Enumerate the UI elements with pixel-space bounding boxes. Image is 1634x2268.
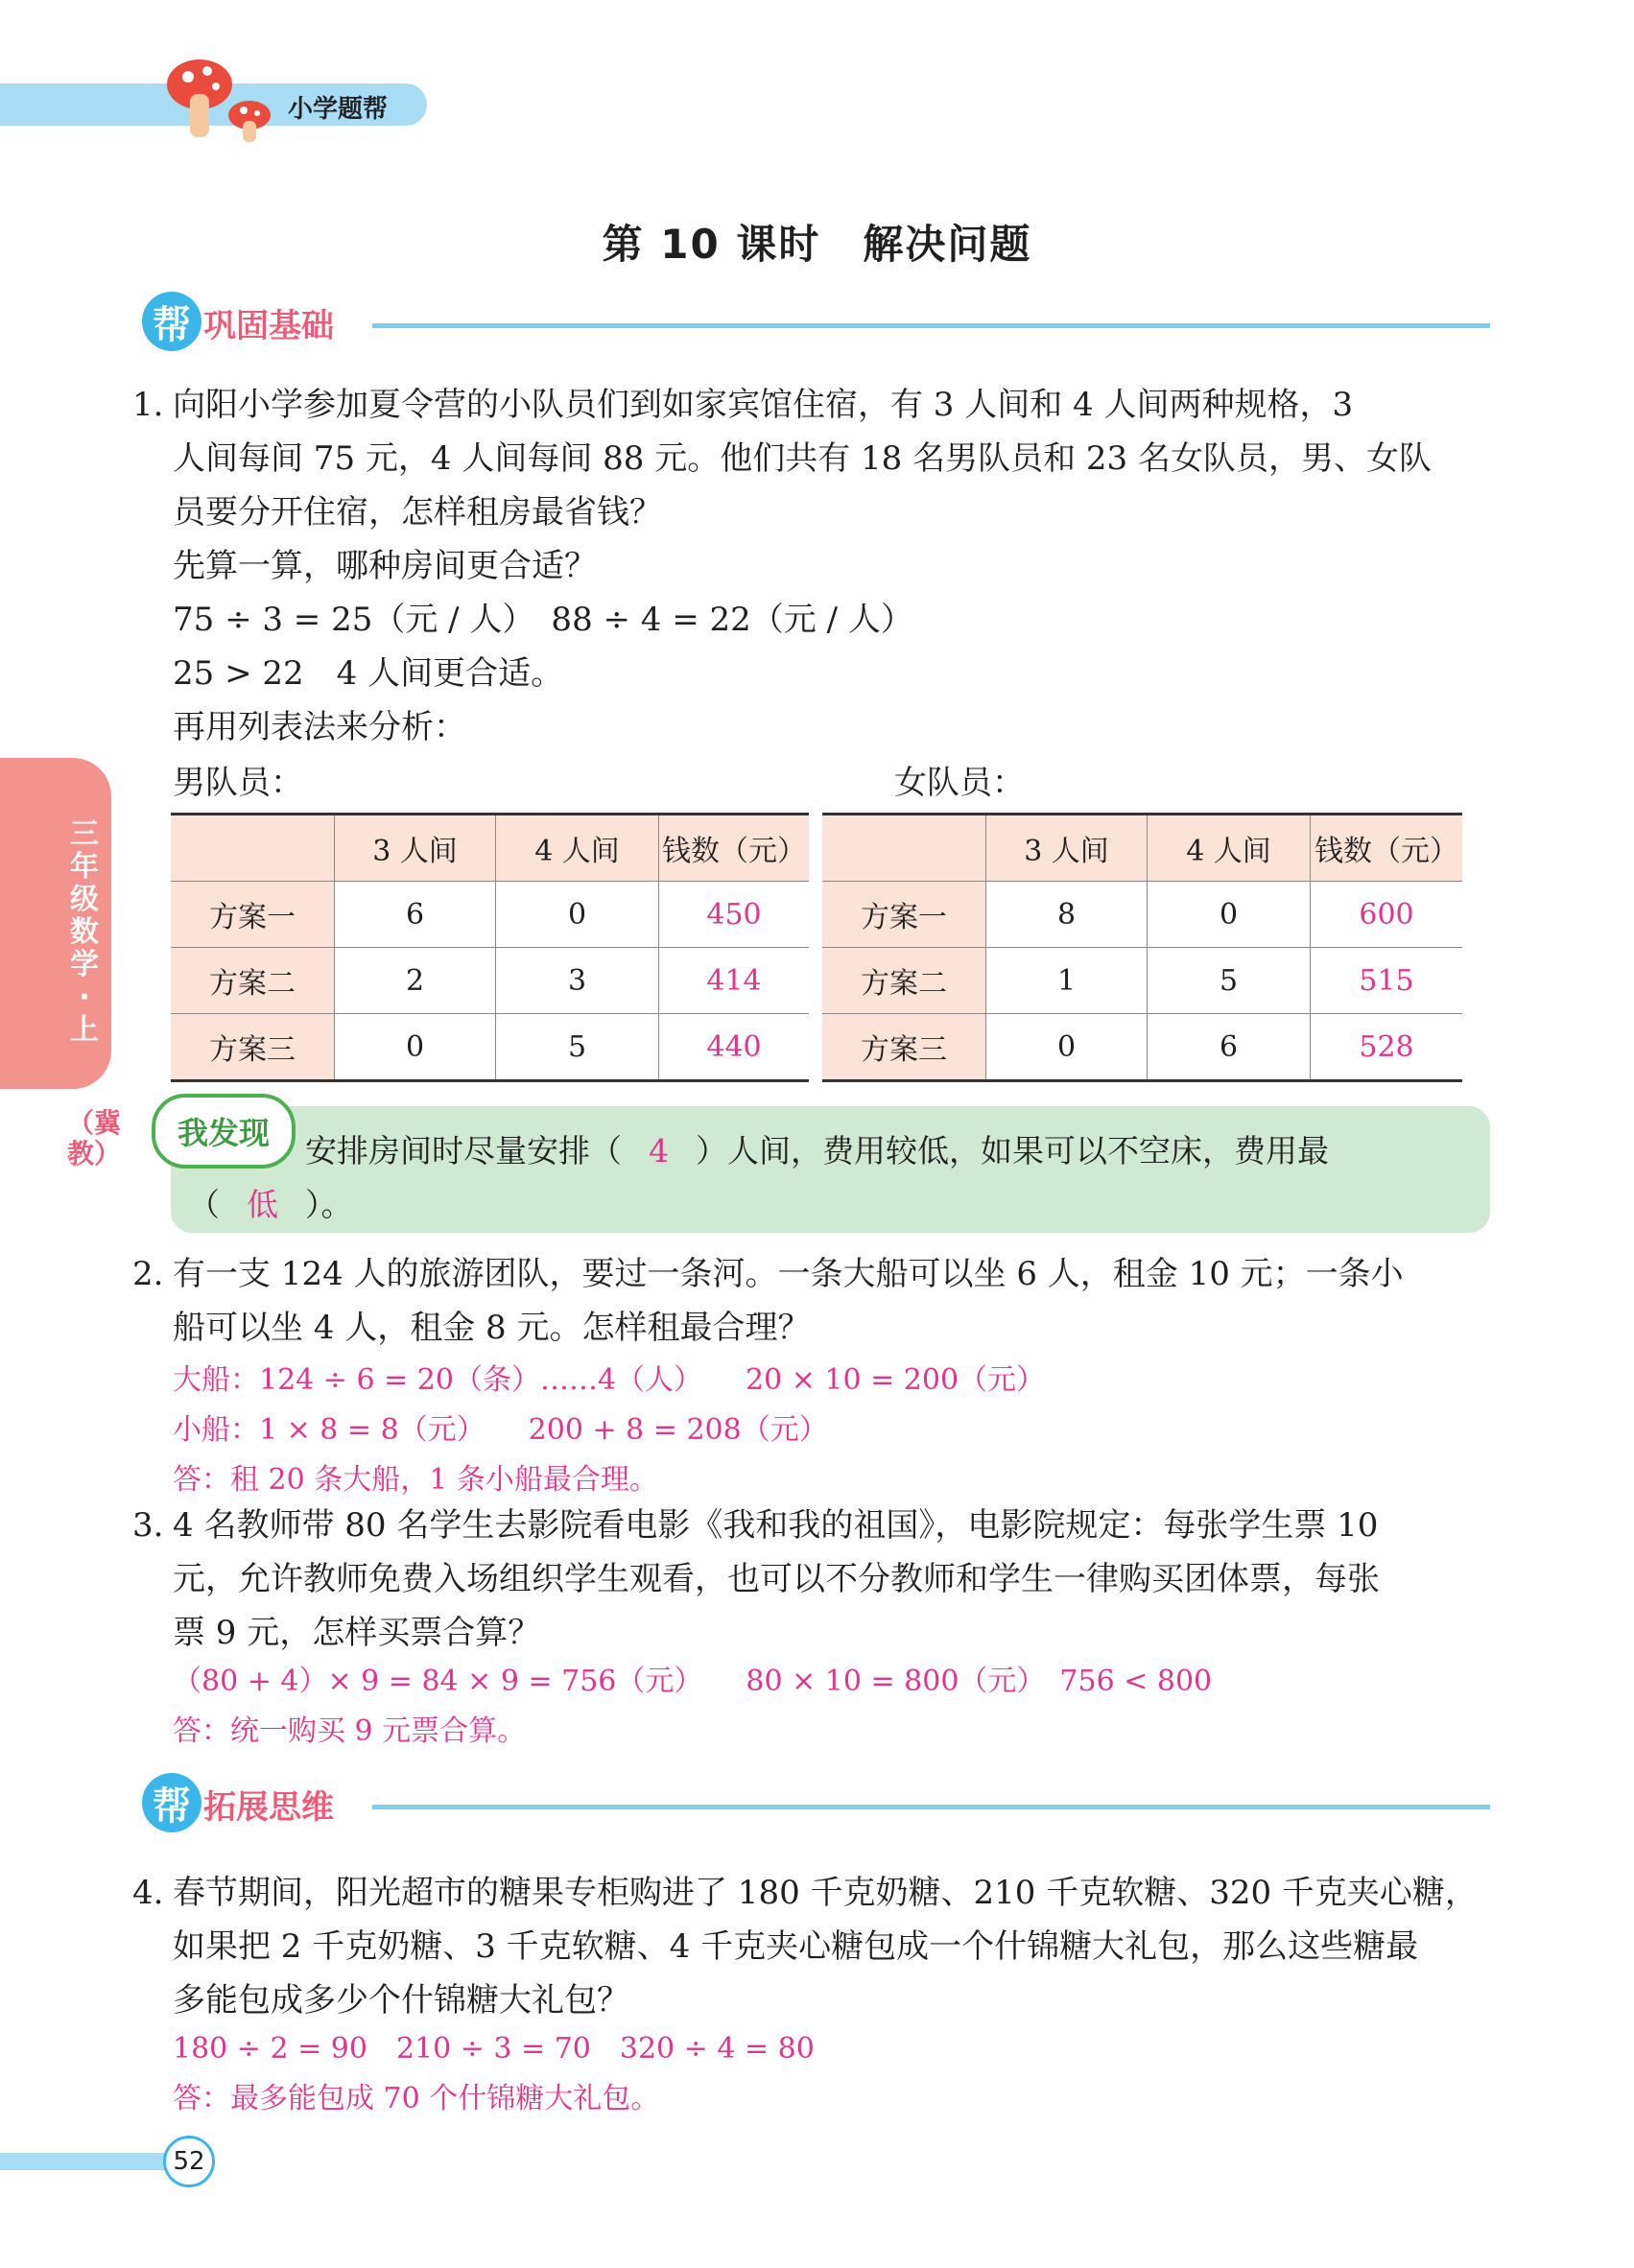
- table-cell: 0: [496, 882, 659, 948]
- table-row: [171, 948, 809, 1014]
- money-cell: 440: [659, 1014, 810, 1081]
- question-4-answer: [173, 2024, 815, 2124]
- money-cell: 414: [659, 948, 810, 1014]
- discovery-line-2: [188, 1178, 353, 1232]
- section-divider: [372, 323, 1490, 328]
- section-title-basic: 巩固基础: [203, 307, 334, 345]
- question-4-body: [173, 1866, 1478, 2027]
- question-3-body: [173, 1499, 1380, 1660]
- question-number: 1.: [132, 386, 164, 424]
- question-line: 再用列表法来分析：: [173, 708, 466, 746]
- question-line: 先算一算，哪种房间更合适？: [173, 547, 597, 585]
- section-logo-icon: 帮: [142, 1773, 201, 1832]
- discovery-text: 安排房间时尽量安排（: [305, 1132, 622, 1169]
- table-header-cell: 钱数（元）: [1311, 815, 1463, 882]
- question-line: 人间每间 75 元，4 人间每间 88 元。他们共有 18 名男队员和 23 名女队员，男、女队: [173, 439, 1432, 478]
- question-line: 75 ÷ 3 = 25（元 / 人） 88 ÷ 4 = 22（元 / 人）: [173, 601, 913, 639]
- question-line: 25 > 22 4 人间更合适。: [173, 654, 564, 693]
- discovery-line-1: [305, 1124, 1329, 1178]
- section-divider: [372, 1805, 1490, 1809]
- table-header-cell: 钱数（元）: [659, 815, 810, 882]
- question-line: 如果把 2 千克奶糖、3 千克软糖、4 千克夹心糖包成一个什锦糖大礼包，那么这些糖最: [173, 1927, 1419, 1966]
- question-3-answer: [173, 1657, 1212, 1757]
- mushroom-icon: [163, 56, 278, 147]
- page-title: 第 10 课时 解决问题: [602, 221, 1032, 268]
- question-line: 有一支 124 人的旅游团队，要过一条河。一条大船可以坐 6 人，租金 10 元；一条小: [173, 1255, 1404, 1293]
- table-cell: 6: [335, 882, 496, 948]
- answer-line: 小船：1 × 8 = 8（元） 200 + 8 = 208（元）: [173, 1413, 828, 1447]
- money-cell: 450: [659, 882, 810, 948]
- row-label: 方案二: [171, 948, 335, 1014]
- blank-answer: 4: [649, 1132, 669, 1169]
- table-row: [171, 882, 809, 948]
- answer-line: 180 ÷ 2 = 90 210 ÷ 3 = 70 320 ÷ 4 = 80: [173, 2032, 815, 2066]
- table-cell: 0: [1148, 882, 1311, 948]
- question-line: 元，允许教师免费入场组织学生观看，也可以不分教师和学生一律购买团体票，每张: [173, 1560, 1380, 1598]
- table-row: [822, 1014, 1462, 1081]
- row-label: 方案三: [822, 1014, 986, 1081]
- table-cell: 2: [335, 948, 496, 1014]
- question-line: 员要分开住宿，怎样租房最省钱？: [173, 493, 662, 532]
- girls-table: [822, 813, 1462, 1082]
- question-line: 票 9 元，怎样买票合算？: [173, 1614, 541, 1652]
- table-header-cell: 4 人间: [1148, 815, 1311, 882]
- table-header-cell: 3 人间: [335, 815, 496, 882]
- question-2-body: [173, 1247, 1404, 1355]
- question-1-body: [173, 378, 1432, 754]
- table-cell: 6: [1148, 1014, 1311, 1081]
- table-header-row: [822, 815, 1462, 882]
- money-cell: 600: [1311, 882, 1463, 948]
- table-header-cell: 3 人间: [986, 815, 1148, 882]
- question-line: 4 名教师带 80 名学生去影院看电影《我和我的祖国》，电影院规定：每张学生票 10: [173, 1506, 1379, 1545]
- side-grade-label: 三年级数学·上: [70, 817, 99, 1047]
- question-line: 向阳小学参加夏令营的小队员们到如家宾馆住宿，有 3 人间和 4 人间两种规格，3: [173, 386, 1354, 424]
- table-cell: 5: [496, 1014, 659, 1081]
- table-cell: 3: [496, 948, 659, 1014]
- table-cell: 1: [986, 948, 1148, 1014]
- table-header-cell: 4 人间: [496, 815, 659, 882]
- table-cell: 8: [986, 882, 1148, 948]
- answer-line: 答：最多能包成 70 个什锦糖大礼包。: [173, 2082, 660, 2115]
- discovery-text: ）人间，费用较低，如果可以不空床，费用最: [696, 1132, 1329, 1169]
- section-logo-icon: 帮: [142, 292, 201, 351]
- girls-label: 女队员：: [894, 764, 1025, 802]
- discovery-text: ）。: [305, 1186, 353, 1223]
- answer-line: 大船：124 ÷ 6 = 20（条）……4（人） 20 × 10 = 200（元）: [173, 1363, 1046, 1397]
- row-label: 方案三: [171, 1014, 335, 1081]
- answer-line: （80 + 4）× 9 = 84 × 9 = 756（元） 80 × 10 = 800（元） 756 < 800: [173, 1665, 1213, 1698]
- question-number: 4.: [132, 1874, 164, 1912]
- page-number: 52: [163, 2136, 215, 2187]
- question-line: 多能包成多少个什锦糖大礼包？: [173, 1981, 629, 2020]
- question-2-answer: [173, 1356, 1045, 1505]
- money-cell: 528: [1311, 1014, 1463, 1081]
- blank-answer: 低: [247, 1186, 278, 1223]
- table-cell: 0: [335, 1014, 496, 1081]
- question-number: 2.: [132, 1255, 164, 1293]
- question-line: 春节期间，阳光超市的糖果专柜购进了 180 千克奶糖、210 千克软糖、320 千克夹心糖，: [173, 1874, 1478, 1912]
- table-cell: 0: [986, 1014, 1148, 1081]
- answer-line: 答：统一购买 9 元票合算。: [173, 1714, 527, 1748]
- question-number: 3.: [132, 1506, 164, 1545]
- table-cell: 5: [1148, 948, 1311, 1014]
- boys-table: [171, 813, 809, 1082]
- table-header-row: [171, 815, 809, 882]
- table-row: [171, 1014, 809, 1081]
- table-row: [822, 882, 1462, 948]
- question-line: 船可以坐 4 人，租金 8 元。怎样租最合理？: [173, 1309, 811, 1347]
- discovery-badge: 我发现: [152, 1094, 296, 1169]
- row-label: 方案二: [822, 948, 986, 1014]
- row-label: 方案一: [822, 882, 986, 948]
- table-header-cell: [171, 815, 335, 882]
- boys-label: 男队员：: [173, 764, 303, 802]
- section-title-extend: 拓展思维: [203, 1788, 334, 1827]
- table-header-cell: [822, 815, 986, 882]
- side-edition-label: （冀教）: [67, 1107, 122, 1169]
- money-cell: 515: [1311, 948, 1463, 1014]
- row-label: 方案一: [171, 882, 335, 948]
- table-row: [822, 948, 1462, 1014]
- discovery-text: （: [188, 1186, 220, 1223]
- brand-label: 小学题帮: [288, 95, 389, 124]
- answer-line: 答：租 20 条大船，1 条小船最合理。: [173, 1463, 658, 1497]
